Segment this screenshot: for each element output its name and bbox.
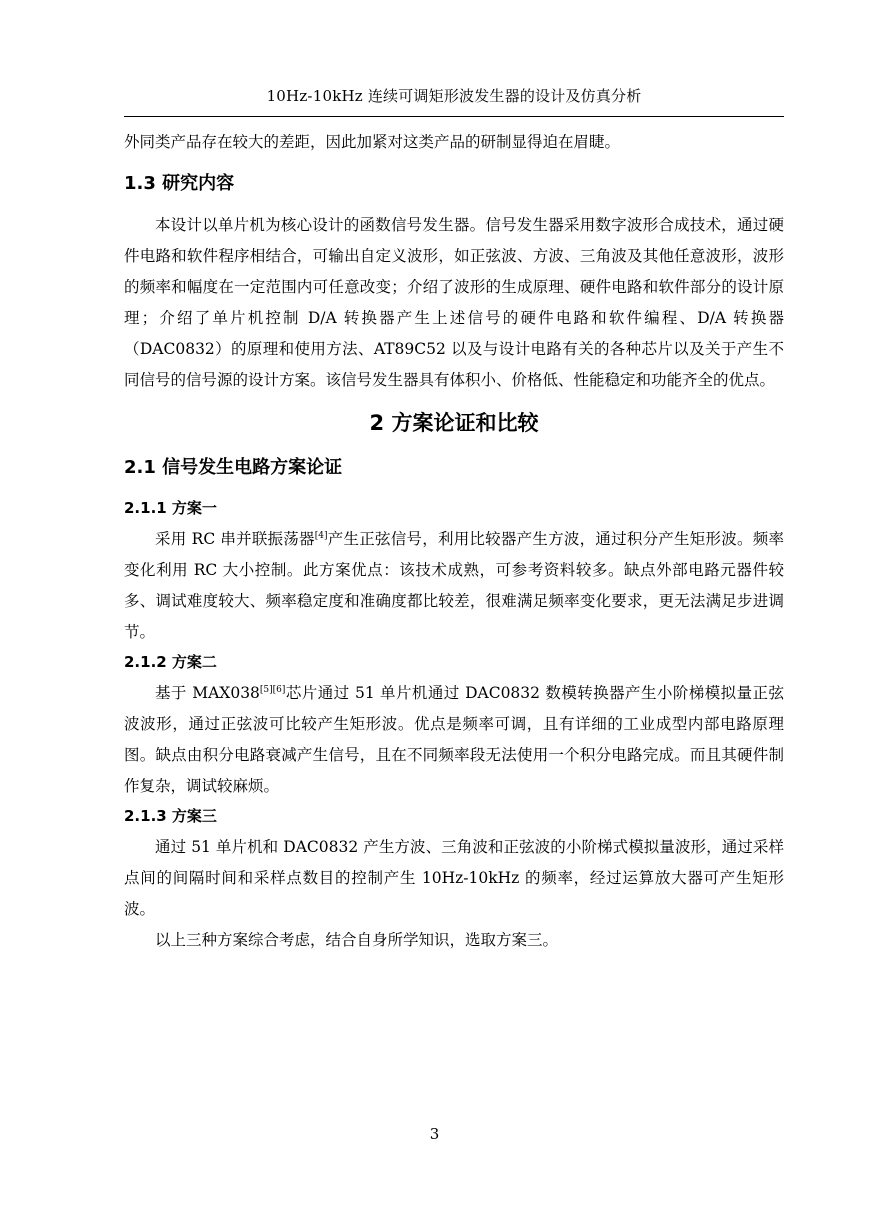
page-content xyxy=(124,127,784,956)
chapter-2-heading: 2 方案论证和比较 xyxy=(369,411,539,435)
option-2-paragraph xyxy=(124,678,784,802)
citation-5: [5] xyxy=(259,684,273,695)
citation-4: [4] xyxy=(314,530,328,541)
option-3-paragraph: 通过 51 单片机和 DAC0832 产生方波、三角波和正弦波的小阶梯式模拟量波形，通过采样点间的间隔时间和采样点数目的控制产生 10Hz-10kHz 的频率，经过运算放大器可产生矩形波。 xyxy=(124,838,784,918)
option-1-text-start: 采用 RC 串并联振荡器 xyxy=(155,530,315,548)
page-number: 3 xyxy=(429,1125,440,1143)
option-3-heading: 2.1.3 方案三 xyxy=(124,807,217,825)
running-header: 10Hz-10kHz 连续可调矩形波发生器的设计及仿真分析 xyxy=(124,82,784,117)
option-2-heading: 2.1.2 方案二 xyxy=(124,653,217,671)
option-2-text-start: 基于 MAX038 xyxy=(155,684,260,702)
section-1-3-heading: 1.3 研究内容 xyxy=(124,173,235,194)
section-1-3-paragraph: 本设计以单片机为核心设计的函数信号发生器。信号发生器采用数字波形合成技术，通过硬件电路和软件程序相结合，可输出自定义波形，如正弦波、方波、三角波及其他任意波形，波形的频率和幅度在一定范围内可任意改变；介绍了波形的生成原理、硬件电路和软件部分的设计原理；介绍了单片机控制 D/A 转换器产生上述信号的硬件电路和软件编程、D/A 转换器（DAC0832）的原理和使用方法、AT89C52 以及与设计电路有关的各种芯片以及关于产生不同信号的信号源的设计方案。该信号发生器具有体积小、价格低、性能稳定和功能齐全的优点。 xyxy=(124,216,784,389)
conclusion-paragraph: 以上三种方案综合考虑，结合自身所学知识，选取方案三。 xyxy=(155,931,559,949)
option-1-text-rest: 产生正弦信号，利用比较器产生方波，通过积分产生矩形波。频率变化利用 RC 大小控制。此方案优点：该技术成熟，可参考资料较多。缺点外部电路元器件较多、调试难度较大、频率稳定度和准确度都比较差，很难满足频率变化要求，更无法满足步进调节。 xyxy=(124,530,784,641)
section-2-1-heading: 2.1 信号发生电路方案论证 xyxy=(124,457,343,478)
continuation-paragraph: 外同类产品存在较大的差距，因此加紧对这类产品的研制显得迫在眉睫。 xyxy=(124,133,621,151)
option-2-text-rest: 芯片通过 51 单片机通过 DAC0832 数模转换器产生小阶梯模拟量正弦波波形，通过正弦波可比较产生矩形波。优点是频率可调，且有详细的工业成型内部电路原理图。缺点由积分电路衰减产生信号，且在不同频率段无法使用一个积分电路完成。而且其硬件制作复杂，调试较麻烦。 xyxy=(124,684,784,795)
citation-6: [6] xyxy=(272,684,286,695)
option-1-paragraph xyxy=(124,524,784,648)
option-1-heading: 2.1.1 方案一 xyxy=(124,499,217,517)
